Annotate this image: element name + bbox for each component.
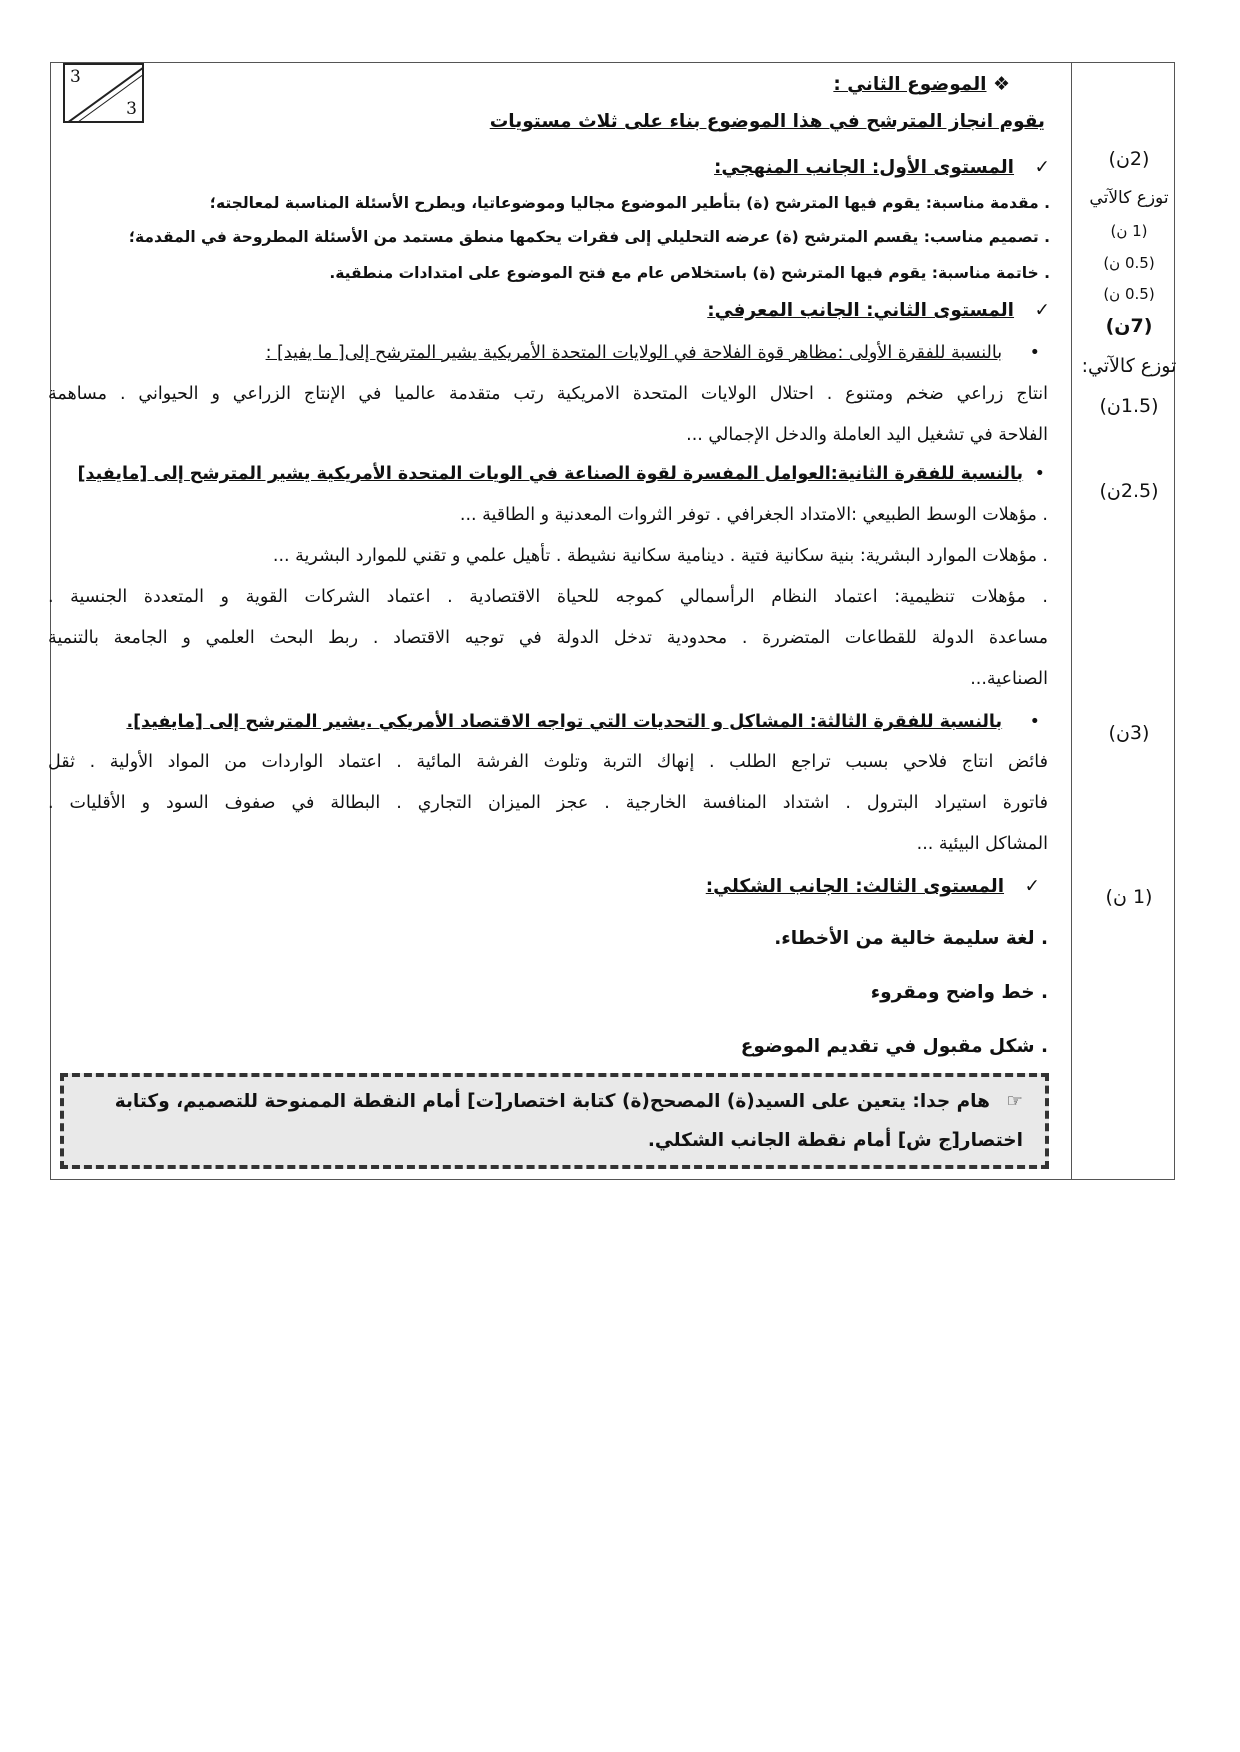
- level1-conclusion-points: (0.5 ن): [1103, 285, 1155, 303]
- level1-line: . خاتمة مناسبة: يقوم فيها المترشح (ة) باستخلاص عام مع فتح الموضوع على امتدادات منطقية.: [329, 264, 1050, 282]
- important-note-text: هام جدا: يتعين على السيد(ة) المصحح(ة) كتابة اختصار[ت] أمام النقطة الممنوحة للتصميم، وكتابة: [114, 1091, 990, 1112]
- page-number-bottom: 3: [126, 99, 137, 119]
- bullet-icon: •: [1029, 712, 1040, 732]
- page-number-top: 3: [70, 67, 81, 87]
- paragraph3-points: (3ن): [1108, 722, 1150, 744]
- level1-intro-points: (1 ن): [1110, 222, 1148, 240]
- column-divider: [1071, 62, 1072, 1180]
- paragraph2-heading: [78, 464, 1045, 484]
- level2-points: (7ن): [1105, 315, 1153, 337]
- level3-line: . شكل مقبول في تقديم الموضوع: [740, 1036, 1048, 1057]
- level1-distribution-label: توزع كالآتي: [1089, 188, 1169, 208]
- bullet-icon: •: [1034, 464, 1045, 484]
- check-icon: ✓: [1034, 157, 1050, 178]
- level1-design-points: (0.5 ن): [1103, 254, 1155, 272]
- intro-line: يقوم انجاز المترشح في هذا الموضوع بناء على ثلاث مستويات: [489, 111, 1045, 132]
- level3-heading: [706, 876, 1040, 897]
- level3-line: . لغة سليمة خالية من الأخطاء.: [774, 928, 1048, 949]
- important-note-line: [115, 1091, 1023, 1112]
- important-note-line2: اختصار[ج ش] أمام نقطة الجانب الشكلي.: [647, 1130, 1023, 1151]
- paragraph3-line: فاتورة استيراد البترول . اشتداد المنافسة الخارجية . عجز الميزان التجاري . البطالة في صفوف السود و الأقليات .: [48, 793, 1048, 813]
- level1-line: . تصميم مناسب: يقسم المترشح (ة) عرضه التحليلي إلى فقرات يحكمها منطق مستمد من الأسئلة المطروحة في المقدمة؛: [128, 228, 1050, 246]
- paragraph3-line: المشاكل البيئية ...: [916, 834, 1048, 854]
- paragraph1-points: (1.5ن): [1099, 395, 1159, 417]
- paragraph1-line: الفلاحة في تشغيل اليد العاملة والدخل الإجمالي ...: [686, 425, 1048, 445]
- important-note-box: [60, 1073, 1049, 1169]
- bullet-icon: •: [1029, 343, 1040, 363]
- paragraph2-line: . مؤهلات الوسط الطبيعي :الامتداد الجغرافي . توفر الثروات المعدنية و الطاقية ...: [459, 505, 1048, 525]
- paragraph1-line: انتاج زراعي ضخم ومتنوع . احتلال الولايات المتحدة الامريكية رتب متقدمة عالميا في الإنتاج الزراعي و الحيواني . مساهمة: [48, 384, 1048, 404]
- level1-points: (2ن): [1108, 148, 1150, 170]
- level2-title: المستوى الثاني: الجانب المعرفي:: [707, 300, 1015, 321]
- paragraph2-line: مساعدة الدولة للقطاعات المتضررة . محدودية تدخل الدولة في توجيه الاقتصاد . ربط البحث العلمي و الجامعة بالتنمية: [48, 628, 1048, 648]
- section-title: [833, 73, 1010, 95]
- level3-line: . خط واضح ومقروء: [870, 982, 1048, 1003]
- paragraph3-heading: [126, 712, 1040, 732]
- paragraph3-title: بالنسبة للفقرة الثالثة: المشاكل و التحديات التي تواجه الاقتصاد الأمريكي .يشير المترشح إلى [مايفيد].: [126, 712, 1003, 732]
- paragraph3-line: فائض انتاج فلاحي بسبب تراجع الطلب . إنهاك التربة وتلوث الفرشة المائية . اعتماد الواردات من المواد الأولية . ثقل: [48, 752, 1048, 772]
- paragraph2-line: . مؤهلات الموارد البشرية: بنية سكانية فتية . دينامية سكانية نشيطة . تأهيل علمي و تقني للموارد البشرية ...: [272, 546, 1048, 566]
- level1-title: المستوى الأول: الجانب المنهجي:: [714, 157, 1015, 178]
- paragraph2-line: الصناعية...: [970, 669, 1048, 689]
- page-number-box: [63, 63, 144, 123]
- level2-heading: [707, 300, 1050, 321]
- paragraph2-points: (2.5ن): [1099, 480, 1159, 502]
- level3-points: (1 ن): [1105, 886, 1153, 908]
- level3-title: المستوى الثالث: الجانب الشكلي:: [705, 876, 1005, 897]
- title-bullet-icon: ❖: [992, 73, 1010, 95]
- level2-distribution-label: توزع كالآتي:: [1081, 355, 1177, 377]
- section-title-text: الموضوع الثاني :: [833, 74, 987, 95]
- pointing-hand-icon: ☞: [1006, 1091, 1023, 1112]
- paragraph1-title: بالنسبة للفقرة الأولى :مظاهر قوة الفلاحة في الولايات المتحدة الأمريكية يشير المترشح إلى[ ما يفيد] :: [265, 343, 1003, 363]
- paragraph2-line: . مؤهلات تنظيمية: اعتماد النظام الرأسمالي كموجه للحياة الاقتصادية . اعتماد الشركات القوية و المتعددة الجنسية .: [48, 587, 1048, 607]
- check-icon: ✓: [1034, 300, 1050, 321]
- check-icon: ✓: [1024, 876, 1040, 897]
- level1-heading: [714, 157, 1050, 178]
- level1-line: . مقدمة مناسبة: يقوم فيها المترشح (ة) بتأطير الموضوع مجاليا وموضوعاتيا، ويطرح الأسئلة المناسبة لمعالجته؛: [209, 194, 1050, 212]
- paragraph1-heading: [266, 343, 1040, 363]
- paragraph2-title: بالنسبة للفقرة الثانية:العوامل المفسرة لقوة الصناعة في الويات المتحدة الأمريكية يشير المترشح إلى [مايفيد]: [77, 464, 1024, 484]
